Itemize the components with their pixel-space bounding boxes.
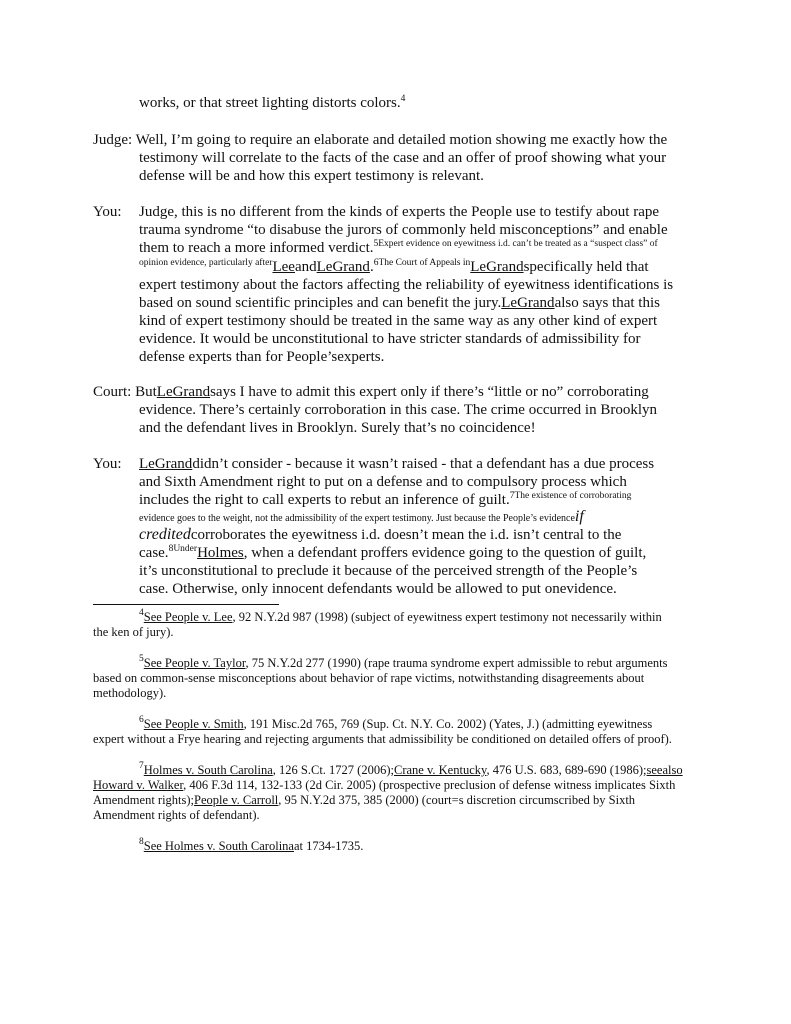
footnote-7-seealso[interactable]: seealso xyxy=(646,763,683,777)
footnote-5-line-2: based on common-sense misconceptions about behavior of rape victims, notwithstanding disagreements about xyxy=(93,671,645,685)
credited-text: credited xyxy=(139,526,191,543)
case-legrand-link[interactable]: LeGrand xyxy=(470,259,524,275)
court-line-1-b: says I have to admit this expert only if there’s “little or no” corroborating xyxy=(210,384,649,400)
footnote-7-text-3: , 406 F.3d 114, 132-133 (2d Cir. 2005) (prospective preclusion of defense witness implicates Sixth xyxy=(183,778,676,792)
footnote-6-text: , 191 Misc.2d 765, 769 (Sup. Ct. N.Y. Co. 2002) (Yates, J.) (admitting eyewitness xyxy=(243,717,653,731)
speaker-you-2: You: xyxy=(93,456,122,472)
judge-text: Well, I’m going to require an elaborate and detailed motion showing me exactly how the xyxy=(135,132,668,148)
footnote-5-text: , 75 N.Y.2d 277 (1990) (rape trauma syndrome expert admissible to rebut arguments xyxy=(245,656,668,670)
footnote-ref-7: 7 xyxy=(509,491,515,501)
footnote-4-number: 4 xyxy=(139,608,144,618)
inline-note-7a: The existence of corroborating xyxy=(514,491,632,501)
footnote-7-citation-crane[interactable]: Crane v. Kentucky xyxy=(393,763,487,777)
speaker-judge: Judge: xyxy=(93,132,133,148)
period-text: . xyxy=(369,259,374,275)
footnote-7-line-3 xyxy=(93,793,635,808)
you2-line-8: case. Otherwise, only innocent defendants would be allowed to put onevidence. xyxy=(139,581,617,597)
you2-line-1 xyxy=(139,455,654,473)
case-legrand-link[interactable]: LeGrand xyxy=(139,456,193,472)
you2-line-4 xyxy=(139,508,584,528)
you2-line-1-rest: didn’t consider - because it wasn’t raised - that a defendant has a due process xyxy=(192,456,655,472)
you2-line-3-text: includes the right to call experts to rebut an inference of guilt. xyxy=(139,492,510,508)
footnote-7-line-1 xyxy=(139,763,683,778)
footnote-8-text: at 1734-1735. xyxy=(293,839,364,853)
you1-line-3 xyxy=(139,239,658,257)
footnote-8-number: 8 xyxy=(139,837,144,847)
you1-line-6-a: based on sound scientific principles and can benefit the jury. xyxy=(139,295,502,311)
footnote-7-text-1: , 126 S.Ct. 1727 (2006); xyxy=(272,763,394,777)
footnote-8-line-1 xyxy=(139,839,363,854)
footnote-7-line-4: Amendment rights of defendant). xyxy=(93,808,260,822)
you2-line-2: and Sixth Amendment right to put on a defense and to compulsory process which xyxy=(139,474,627,490)
footnote-7-text-4: Amendment rights); xyxy=(93,793,195,807)
case-lee-link[interactable]: Lee xyxy=(272,259,295,275)
footnote-ref-4: 4 xyxy=(400,94,406,104)
inline-note-6: The Court of Appeals in xyxy=(378,258,471,268)
inline-note-5a: Expert evidence on eyewitness i.d. can’t be treated as a “suspect class” of xyxy=(378,239,658,249)
court-line-3: and the defendant lives in Brooklyn. Surely that’s no coincidence! xyxy=(139,420,536,436)
speaker-you-1: You: xyxy=(93,204,122,220)
case-legrand-link[interactable]: LeGrand xyxy=(156,384,211,400)
footnote-6-line-2: expert without a Frye hearing and rejecting arguments that admissibility be conditioned on detailed offers of proof). xyxy=(93,732,672,746)
you2-line-7: it’s unconstitutional to preclude it because of the perceived strength of the People’s xyxy=(139,563,638,579)
judge-line-3: defense will be and how this expert testimony is relevant. xyxy=(139,168,484,184)
footnote-7-citation-carroll[interactable]: People v. Carroll xyxy=(194,793,279,807)
case-legrand-link[interactable]: LeGrand xyxy=(501,295,555,311)
and-text: and xyxy=(294,259,317,275)
you1-line-8: evidence. It would be unconstitutional to have stricter standards of admissibility for xyxy=(139,331,641,347)
you2-line-5 xyxy=(139,526,621,544)
inline-note-7b: evidence goes to the weight, not the admissibility of the expert testimony. Just because the People’s evidence xyxy=(139,513,575,524)
you1-line-3-text: them to reach a more informed verdict. xyxy=(139,240,374,256)
footnote-7-citation-howard[interactable]: Howard v. Walker xyxy=(93,778,184,792)
you2-line-5-rest: corroborates the eyewitness i.d. doesn’t mean the i.d. isn’t central to the xyxy=(190,527,622,543)
court-line-1 xyxy=(93,383,649,401)
you1-line-6-b: also says that this xyxy=(554,295,660,311)
footnote-4-line-1 xyxy=(139,610,662,625)
you1-line-9: defense experts than for People’sexperts. xyxy=(139,349,385,365)
inline-note-8: Under xyxy=(173,544,198,554)
you1-line-6 xyxy=(139,294,660,312)
you1-line-5: expert testimony about the factors affecting the reliability of eyewitness identifications is xyxy=(139,277,674,293)
case-holmes-link[interactable]: Holmes xyxy=(197,545,244,561)
footnote-5-line-3: methodology). xyxy=(93,686,167,700)
speaker-court: Court: xyxy=(93,384,132,400)
footnote-7-text-5: , 95 N.Y.2d 375, 385 (2000) (court=s discretion circumscribed by Sixth xyxy=(278,793,636,807)
you2-line-3 xyxy=(139,491,631,509)
footnote-7-text-2: , 476 U.S. 683, 689-690 (1986); xyxy=(486,763,647,777)
if-text: if xyxy=(574,508,584,525)
footnote-4-text: , 92 N.Y.2d 987 (1998) (subject of eyewitness expert testimony not necessarily within xyxy=(232,610,662,624)
footnote-7-number: 7 xyxy=(139,761,144,771)
footnote-8-citation[interactable]: See Holmes v. South Carolina xyxy=(143,839,294,853)
case-legrand-link[interactable]: LeGrand xyxy=(316,259,370,275)
footnote-6-citation[interactable]: See People v. Smith xyxy=(143,717,244,731)
you1-line-4 xyxy=(139,258,649,276)
footnote-5-citation[interactable]: See People v. Taylor xyxy=(143,656,246,670)
footnote-ref-8: 8 xyxy=(168,544,174,554)
you2-line-6 xyxy=(139,544,646,562)
footnote-6-line-1 xyxy=(139,717,652,732)
judge-line-2: testimony will correlate to the facts of the case and an offer of proof showing what your xyxy=(139,150,667,166)
you2-line-6-rest: , when a defendant proffers evidence going to the question of guilt, xyxy=(243,545,647,561)
court-line-2: evidence. There’s certainly corroboration in this case. The crime occurred in Brooklyn xyxy=(139,402,658,418)
footnote-5-line-1 xyxy=(139,656,668,671)
you1-line-7: kind of expert testimony should be treated in the same way as any other kind of expert xyxy=(139,313,658,329)
inline-note-5b: opinion evidence, particularly after xyxy=(139,258,273,268)
footnote-5-number: 5 xyxy=(139,654,144,664)
footnote-separator xyxy=(93,604,279,605)
continuation-text: works, or that street lighting distorts colors. xyxy=(139,95,401,111)
judge-line-1 xyxy=(93,131,667,149)
footnote-4-line-2: the ken of jury). xyxy=(93,625,174,639)
footnote-ref-5: 5 xyxy=(373,239,379,249)
footnote-7-citation-holmes[interactable]: Holmes v. South Carolina xyxy=(143,763,273,777)
footnote-4-citation[interactable]: See People v. Lee xyxy=(143,610,233,624)
footnote-6-number: 6 xyxy=(139,715,144,725)
footnote-7-line-2 xyxy=(93,778,675,793)
you1-line-4-rest: specifically held that xyxy=(523,259,649,275)
continuation-line xyxy=(139,94,405,112)
you1-line-2: trauma syndrome “to disabuse the jurors of commonly held misconceptions” and enable xyxy=(139,222,668,238)
you2-line-6-a: case. xyxy=(139,545,169,561)
court-line-1-a: But xyxy=(135,384,157,400)
you1-line-1: Judge, this is no different from the kinds of experts the People use to testify about rape xyxy=(139,204,660,220)
footnote-ref-6: 6 xyxy=(373,258,379,268)
